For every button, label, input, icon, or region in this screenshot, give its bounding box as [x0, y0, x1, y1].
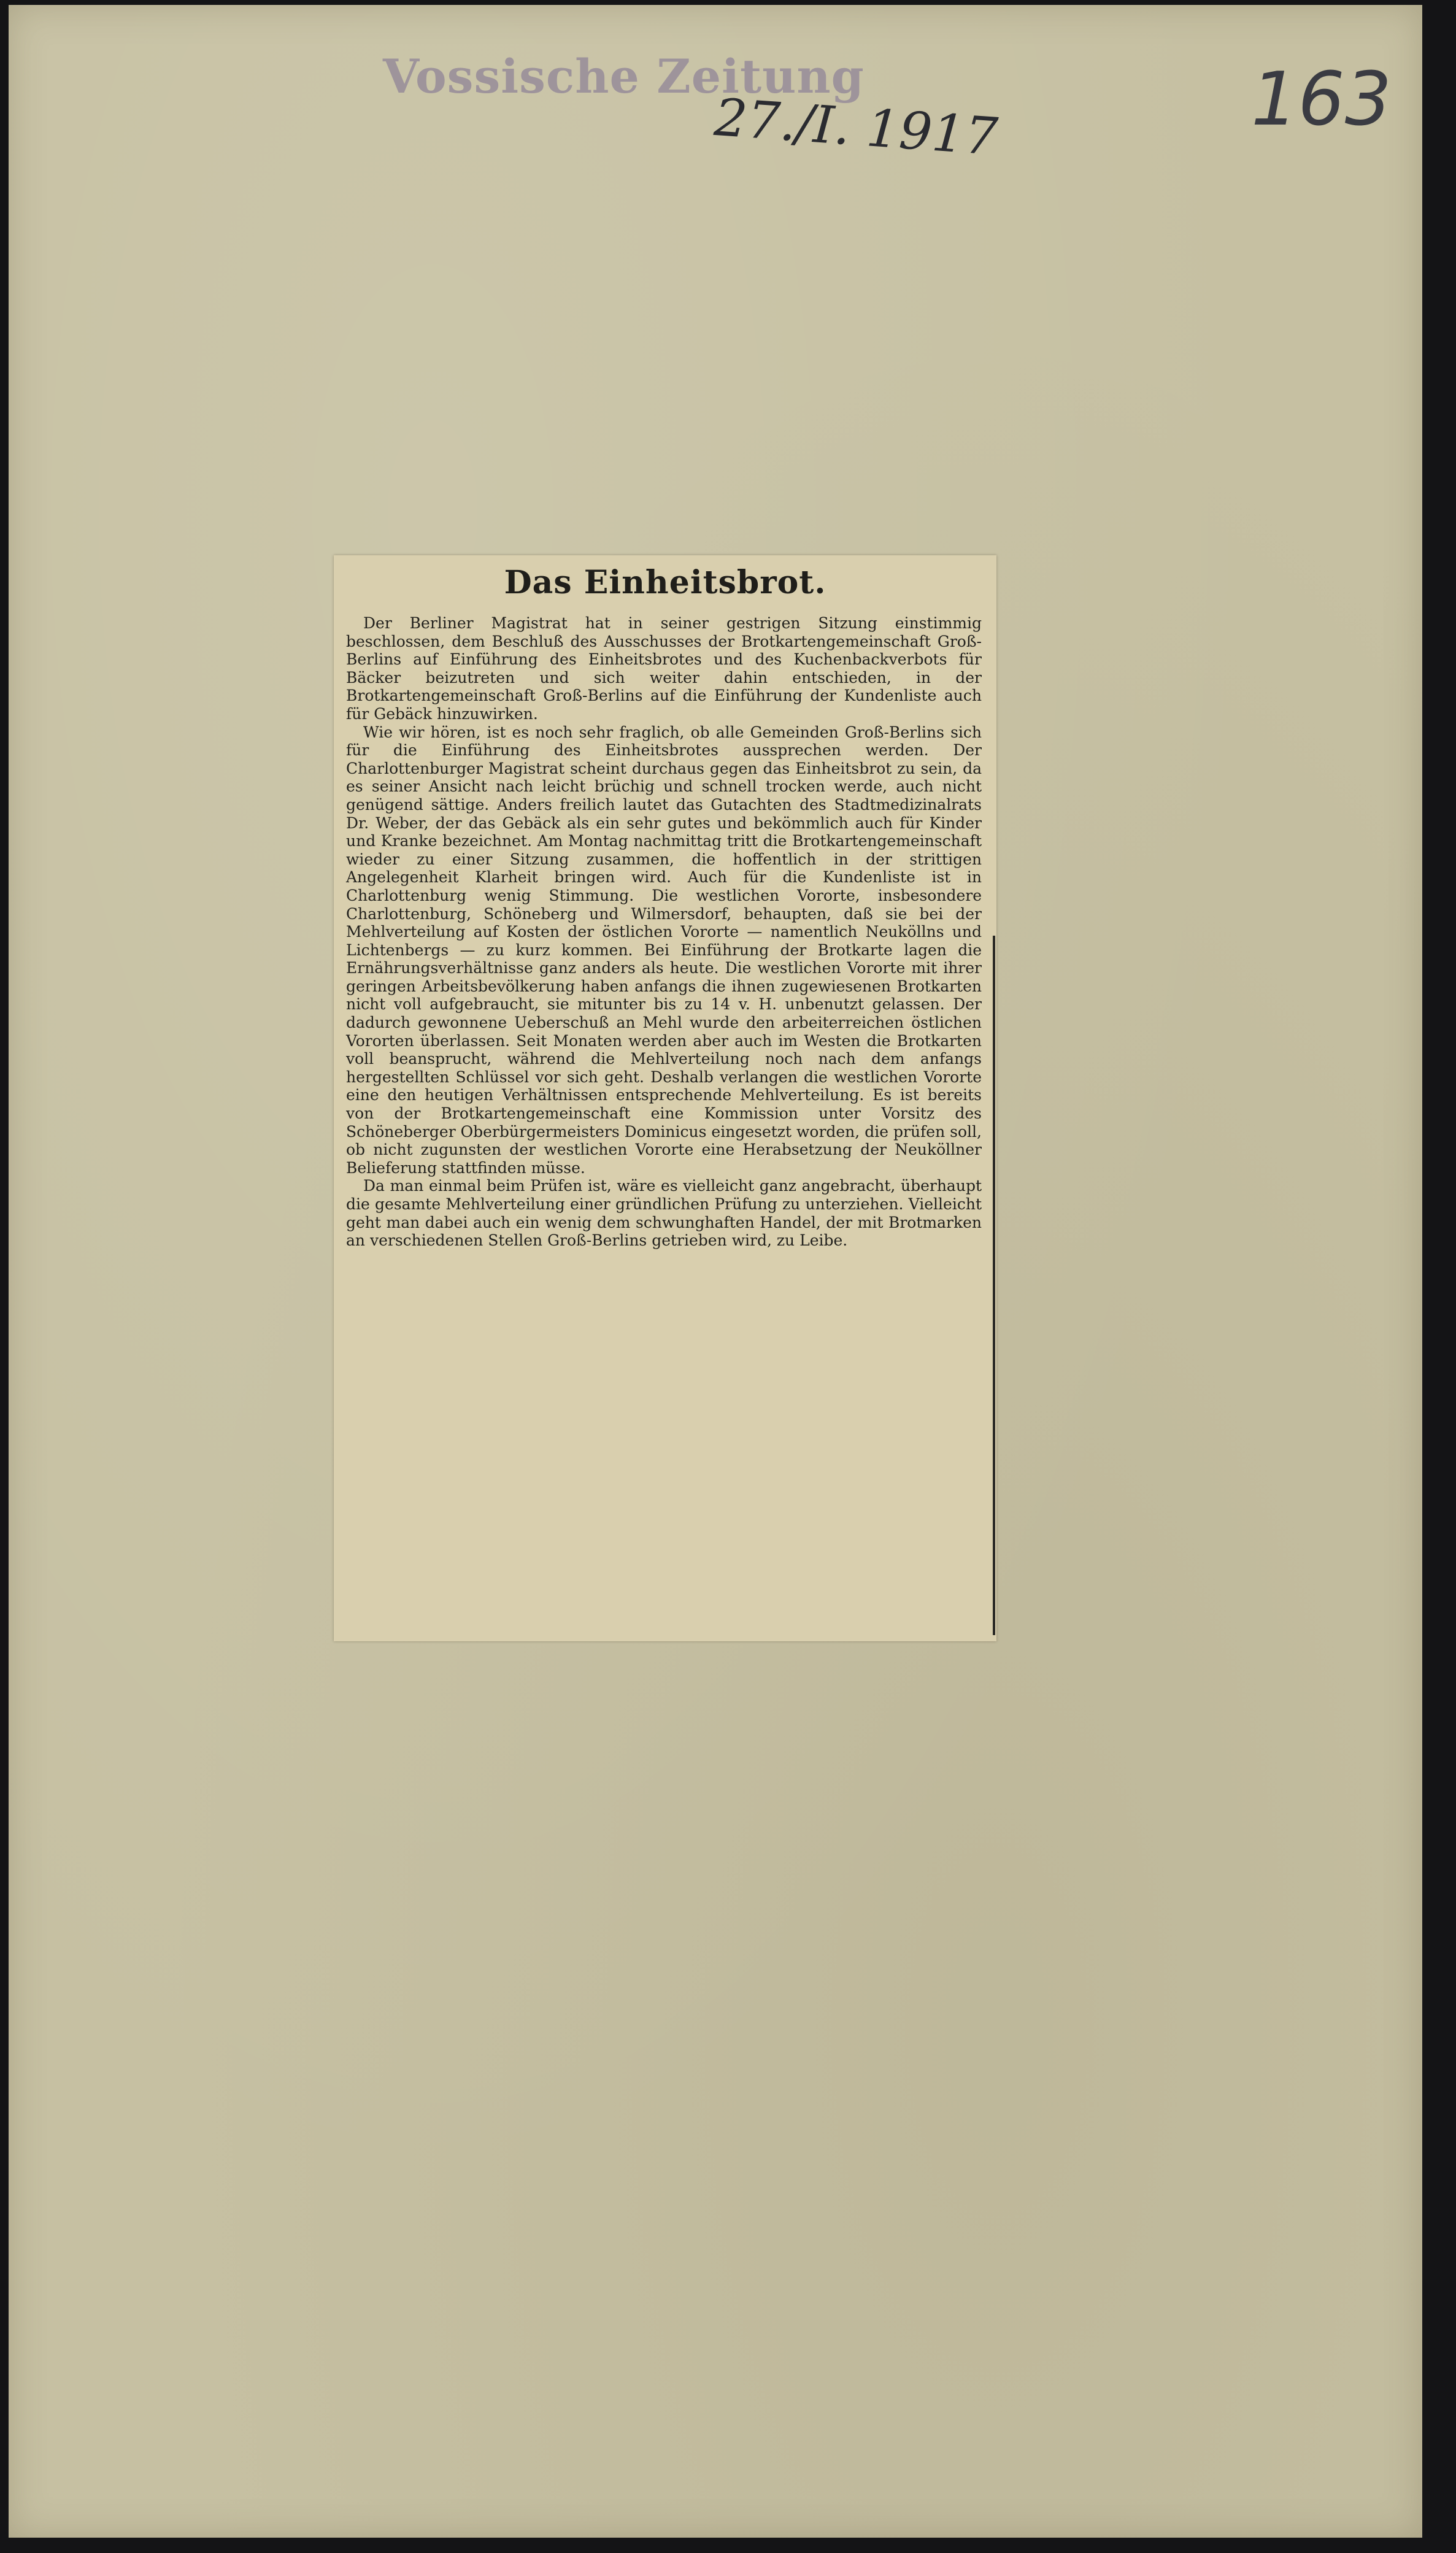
article-paragraph: Der Berliner Magistrat hat in seiner gestrigen Sitzung einstimmig beschlossen, dem Beschluß des Ausschusses der Brotkartengemeinschaft Groß-Berlins auf Einführung des Einheitsbrotes und des Kuchenbackverbots für Bäcker beizutreten und sich weiter dahin entschieden, in der Brotkartengemeinschaft Groß-Berlins auf die Einführung der Kundenliste auch für Gebäck hinzuwirken.	[346, 614, 982, 723]
article-body	[346, 614, 982, 1250]
handwritten-date: 27./I. 1917	[712, 87, 1000, 168]
archive-sheet	[9, 5, 1422, 2538]
column-rule	[993, 936, 995, 1635]
article-paragraph: Wie wir hören, ist es noch sehr fraglich, ob alle Gemeinden Groß-Berlins sich für die Einführung des Einheitsbrotes aussprechen werden. Der Charlottenburger Magistrat scheint durchaus gegen das Einheitsbrot zu sein, da es seiner Ansicht nach leicht brüchig und schnell trocken werde, auch nicht genügend sättige. Anders freilich lautet das Gutachten des Stadtmedizinalrats Dr. Weber, der das Gebäck als ein sehr gutes und bekömmlich auch für Kinder und Kranke bezeichnet. Am Montag nachmittag tritt die Brotkartengemeinschaft wieder zu einer Sitzung zusammen, die hoffentlich in der strittigen Angelegenheit Klarheit bringen wird. Auch für die Kundenliste ist in Charlottenburg wenig Stimmung. Die westlichen Vororte, insbesondere Charlottenburg, Schöneberg und Wilmersdorf, behaupten, daß sie bei der Mehlverteilung auf Kosten der östlichen Vororte — namentlich Neuköllns und Lichtenbergs — zu kurz kommen. Bei Einführung der Brotkarte lagen die Ernährungsverhältnisse ganz anders als heute. Die westlichen Vororte mit ihrer geringen Arbeitsbevölkerung haben anfangs die ihnen zugewiesenen Brotkarten nicht voll aufgebraucht, sie mitunter bis zu 14 v. H. unbenutzt gelassen. Der dadurch gewonnene Ueberschuß an Mehl wurde den arbeiterreichen östlichen Vororten überlassen. Seit Monaten werden aber auch im Westen die Brotkarten voll beansprucht, während die Mehlverteilung noch nach dem anfangs hergestellten Schlüssel vor sich geht. Deshalb verlangen die westlichen Vororte eine den heutigen Verhältnissen entsprechende Mehlverteilung. Es ist bereits von der Brotkartengemeinschaft eine Kommission unter Vorsitz des Schöneberger Oberbürgermeisters Dominicus eingesetzt worden, die prüfen soll, ob nicht zugunsten der westlichen Vororte eine Herabsetzung der Neuköllner Belieferung stattfinden müsse.	[346, 723, 982, 1177]
newspaper-clipping	[334, 555, 996, 1641]
article-paragraph: Da man einmal beim Prüfen ist, wäre es vielleicht ganz angebracht, überhaupt die gesamte Mehlverteilung einer gründlichen Prüfung zu unterziehen. Vielleicht geht man dabei auch ein wenig dem schwunghaften Handel, der mit Brotmarken an verschiedenen Stellen Groß-Berlins getrieben wird, zu Leibe.	[346, 1177, 982, 1250]
newspaper-stamp: Vossische Zeitung	[383, 49, 865, 104]
article-title: Das Einheitsbrot.	[504, 564, 826, 601]
handwritten-page-number: 163	[1251, 57, 1392, 142]
